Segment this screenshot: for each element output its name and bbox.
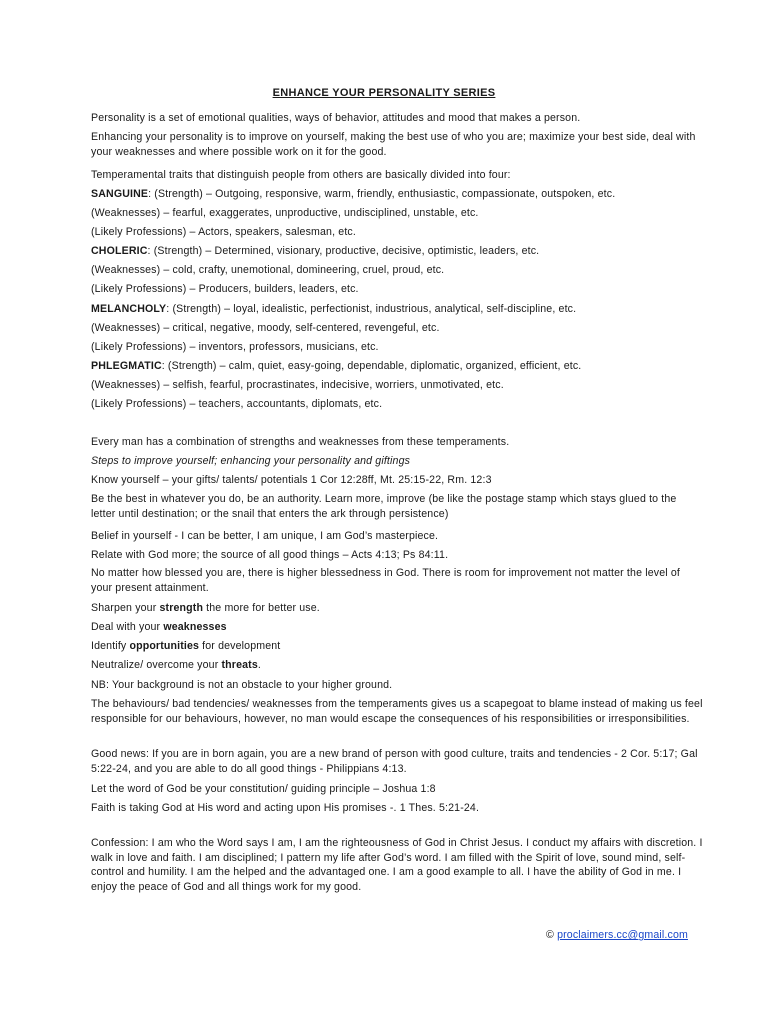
choleric-label: CHOLERIC: [91, 245, 148, 257]
intro-traits: Temperamental traits that distinguish people from others are basically divided into four:: [91, 169, 511, 181]
be-the-best: Be the best in whatever you do, be an authority. Learn more, improve (be like the postage stamp which stays glued to the letter until destination; or the snail that enters the ark through persistence): [91, 493, 677, 520]
phlegmatic-professions: (Likely Professions) – teachers, accountants, diplomats, etc.: [91, 398, 383, 410]
email-link[interactable]: proclaimers.cc@gmail.com: [557, 929, 688, 941]
intro-enhancing: Enhancing your personality is to improve on yourself, making the best use of who you are; maximize your best side, deal with your weaknesses and where possible work on it for the good.: [91, 131, 696, 158]
steps-heading: Steps to improve yourself; enhancing your personality and giftings: [91, 455, 411, 467]
no-matter-paragraph: No matter how blessed you are, there is higher blessedness in God. There is room for improvement not matter the level of your present attainment.: [91, 567, 680, 594]
sanguine-strength: SANGUINE: (Strength) – Outgoing, responsive, warm, friendly, enthusiastic, compassionate, outspoken, etc.: [91, 188, 616, 200]
choleric-strength: CHOLERIC: (Strength) – Determined, visionary, productive, decisive, optimistic, leaders, etc.: [91, 245, 540, 257]
choleric-professions: (Likely Professions) – Producers, builders, leaders, etc.: [91, 283, 359, 295]
phlegmatic-weaknesses: (Weaknesses) – selfish, fearful, procrastinates, indecisive, worriers, unmotivated, etc.: [91, 379, 504, 391]
sharpen-strength: Sharpen your strength the more for better use.: [91, 602, 320, 614]
neutralize-threats: Neutralize/ overcome your threats.: [91, 659, 261, 671]
faith-paragraph: Faith is taking God at His word and acting upon His promises -. 1 Thes. 5:21-24.: [91, 802, 480, 814]
melancholy-strength: MELANCHOLY: (Strength) – loyal, idealistic, perfectionist, industrious, analytical, self-discipline, etc.: [91, 303, 577, 315]
copyright-symbol: ©: [546, 929, 554, 941]
nb-note: NB: Your background is not an obstacle to your higher ground.: [91, 679, 393, 691]
confession-paragraph: Confession: I am who the Word says I am, I am the righteousness of God in Christ Jesus. I conduct my affairs with discretion. I walk in love and faith. I am disciplined; I pattern my life after God’s word. I am filled with the Spirit of love, sound mind, self-control and humility. I am the helped and the advantaged one. I am a good example to all. I have the ability of God in me. I enjoy the peace of God and all things work for my good.: [91, 837, 703, 893]
sanguine-label: SANGUINE: [91, 188, 149, 200]
intro-definition: Personality is a set of emotional qualities, ways of behavior, attitudes and mood that makes a person.: [91, 112, 581, 124]
footer-contact: [546, 929, 688, 941]
melancholy-label: MELANCHOLY: [91, 303, 167, 315]
choleric-weaknesses: (Weaknesses) – cold, crafty, unemotional, domineering, cruel, proud, etc.: [91, 264, 445, 276]
good-news-paragraph: Good news: If you are in born again, you are a new brand of person with good culture, traits and tendencies - 2 Cor. 5:17; Gal 5:22-24, and you are able to do all good things - Philippians 4:13.: [91, 748, 698, 775]
relate-with-god: Relate with God more; the source of all good things – Acts 4:13; Ps 84:11.: [91, 549, 449, 561]
deal-weaknesses: Deal with your weaknesses: [91, 621, 227, 633]
phlegmatic-label: PHLEGMATIC: [91, 360, 162, 372]
know-yourself: Know yourself – your gifts/ talents/ potentials 1 Cor 12:28ff, Mt. 25:15-22, Rm. 12:3: [91, 474, 492, 486]
sanguine-professions: (Likely Professions) – Actors, speakers, salesman, etc.: [91, 226, 356, 238]
identify-opportunities: Identify opportunities for development: [91, 640, 281, 652]
phlegmatic-strength: PHLEGMATIC: (Strength) – calm, quiet, easy-going, dependable, diplomatic, organized, efficient, etc.: [91, 360, 582, 372]
melancholy-professions: (Likely Professions) – inventors, professors, musicians, etc.: [91, 341, 379, 353]
sanguine-weaknesses: (Weaknesses) – fearful, exaggerates, unproductive, undisciplined, unstable, etc.: [91, 207, 479, 219]
behaviours-paragraph: The behaviours/ bad tendencies/ weaknesses from the temperaments gives us a scapegoat to blame instead of making us feel responsible for our behaviours, however, no man would escape the consequences of his responsibilities or irresponsibilities.: [91, 698, 703, 725]
belief-in-yourself: Belief in yourself - I can be better, I am unique, I am God’s masterpiece.: [91, 530, 439, 542]
every-man-paragraph: Every man has a combination of strengths and weaknesses from these temperaments.: [91, 436, 510, 448]
document-title: ENHANCE YOUR PERSONALITY SERIES: [272, 87, 496, 99]
melancholy-weaknesses: (Weaknesses) – critical, negative, moody, self-centered, revengeful, etc.: [91, 322, 440, 334]
let-the-word: Let the word of God be your constitution/ guiding principle – Joshua 1:8: [91, 783, 436, 795]
